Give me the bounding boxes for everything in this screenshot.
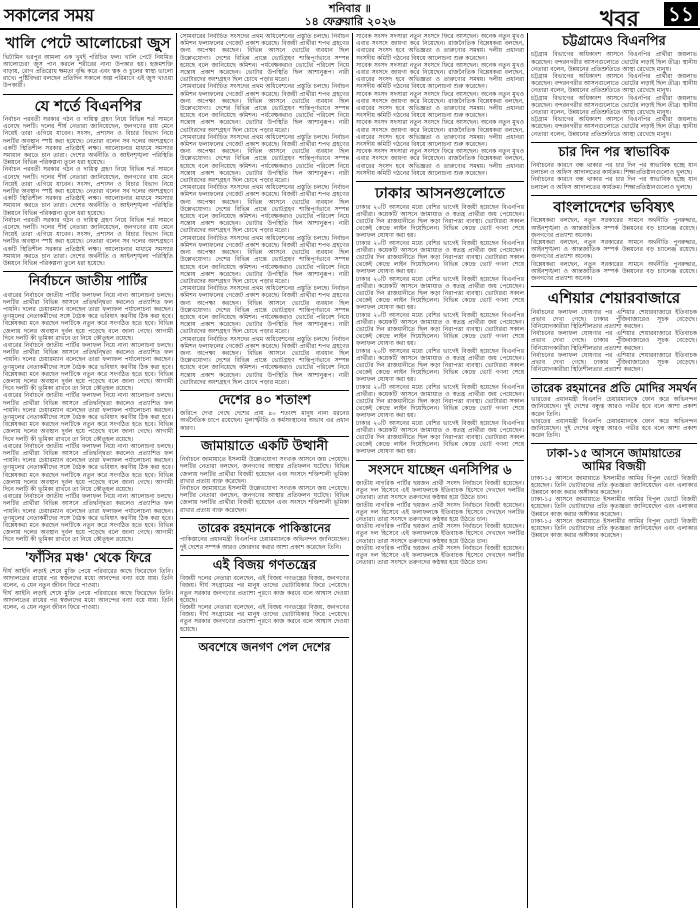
story-body: ঢাকা-১৫ আসনে জামায়াতে ইসলামীর আমির বিপুল ভোটে বিজয়ী হয়েছেন। তিনি ভোটারদের প্রতি কৃতজ্ঞতা জানিয়েছেন এবং এলাকার উন্নয়নে কাজ করার অঙ্গীকার করেছেন। bbox=[531, 474, 697, 497]
story-body: ঢাকার ২০টি আসনের মধ্যে বেশির ভাগেই বিজয়ী হয়েছেন বিএনপির প্রার্থীরা। কয়েকটি আসনে জামায়াত ও স্বতন্ত্র প্রার্থীরা জয় পেয়েছেন। ভোটের দিন রাজধানীতে ছিল কড়া নিরাপত্তা ব্যবস্থা। ভোটাররা সকাল থেকেই কেন্দ্রে লাইন দিয়েছিলেন। বিভিন্ন কেন্দ্রে ভোট গণনা শেষে ফলাফল ঘোষণা করা হয়। bbox=[356, 239, 524, 276]
story-body: এবারের নির্বাচনে জাতীয় পার্টির ফলাফল নিয়ে নানা আলোচনা চলছে। দলটির প্রার্থীরা বিভিন্ন আসনে প্রতিদ্বন্দ্বিতা করলেও প্রত্যাশিত ফল পায়নি। দলের চেয়ারম্যান বলেছেন তারা ফলাফল পর্যালোচনা করছেন। তৃণমূলের নেতাকর্মীদের সঙ্গে বৈঠক করে ভবিষ্যৎ করণীয় ঠিক করা হবে। বিশ্লেষকরা মনে করছেন দলটিকে নতুন করে সংগঠিত হতে হবে। বিভিন্ন জেলায় দলের অবস্থান দুর্বল হয়ে পড়েছে বলে জানা গেছে। আগামী দিনে দলটি কী ভূমিকা রাখবে তা নিয়ে কৌতূহল রয়েছে। bbox=[3, 342, 173, 393]
story-jamaat bbox=[180, 440, 349, 514]
story-body: জাতীয় নাগরিক পার্টির ছয়জন প্রার্থী সংসদ নির্বাচনে বিজয়ী হয়েছেন। নতুন দল হিসেবে এই ফলাফলকে ইতিবাচক হিসেবে দেখছেন দলটির নেতারা। তারা সংসদে তরুণদের কণ্ঠস্বর হয়ে উঠতে চান। bbox=[356, 501, 524, 523]
story-body: ঢাকার ২০টি আসনের মধ্যে বেশির ভাগেই বিজয়ী হয়েছেন বিএনপির প্রার্থীরা। কয়েকটি আসনে জামায়াত ও স্বতন্ত্র প্রার্থীরা জয় পেয়েছেন। ভোটের দিন রাজধানীতে ছিল কড়া নিরাপত্তা ব্যবস্থা। ভোটাররা সকাল থেকেই কেন্দ্রে লাইন দিয়েছিলেন। বিভিন্ন কেন্দ্রে ভোট গণনা শেষে ফলাফল ঘোষণা করা হয়। bbox=[356, 347, 524, 384]
story-body: দীর্ঘ আইনি লড়াই শেষে মুক্তি পেয়ে পরিবারের কাছে ফিরেছেন তিনি। আদালতের রায়ের পর স্বজনদের মধ্যে আনন্দের বন্যা বয়ে যায়। তিনি বলেন, এ যেন নতুন জীবন ফিরে পাওয়া। bbox=[3, 567, 173, 590]
divider bbox=[356, 460, 524, 461]
story-body: সোমবারের নির্বাচিত সংসদের প্রথম অধিবেশনের প্রস্তুতি চলছে। নির্বাচন কমিশন ফলাফলের গেজেট প্রকাশ করেছে। বিজয়ী প্রার্থীরা শপথ গ্রহণের জন্য অপেক্ষা করছেন। বিভিন্ন আসনে ভোটের ব্যবধান ছিল উল্লেখযোগ্য। দেশের বিভিন্ন প্রান্তে ভোটগ্রহণ শান্তিপূর্ণভাবে সম্পন্ন হয়েছে বলে জানিয়েছে কমিশন। পর্যবেক্ষকরাও ভোটের পরিবেশ নিয়ে সন্তোষ প্রকাশ করেছেন। ভোটার উপস্থিতি ছিল আশানুরূপ। নারী ভোটারদের অংশগ্রহণ ছিল চোখে পড়ার মতো। bbox=[180, 133, 349, 185]
headline: খালি পেটে আলোচেরা জুস bbox=[5, 34, 171, 52]
story-body: নির্বাচনে জামায়াতে ইসলামী উল্লেখযোগ্য সংখ্যক আসনে জয় পেয়েছে। দলটির নেতারা বলছেন, জনগণের আস্থার প্রতিফলন ঘটেছে। বিভিন্ন জেলায় দলটির প্রার্থীরা বিজয়ী হয়েছেন এবং সংসদে শক্তিশালী ভূমিকা রাখার প্রত্যয় ব্যক্ত করেছেন। bbox=[180, 456, 349, 485]
story-body: ভারতের প্রধানমন্ত্রী বিএনপি চেয়ারম্যানকে ফোন করে অভিনন্দন জানিয়েছেন। দুই দেশের বন্ধুত্ব আরও গভীর হবে বলে আশা প্রকাশ করেন তিনি। bbox=[531, 417, 697, 440]
story-body: ঢাকার ২০টি আসনের মধ্যে বেশির ভাগেই বিজয়ী হয়েছেন বিএনপির প্রার্থীরা। কয়েকটি আসনে জামায়াত ও স্বতন্ত্র প্রার্থীরা জয় পেয়েছেন। ভোটের দিন রাজধানীতে ছিল কড়া নিরাপত্তা ব্যবস্থা। ভোটাররা সকাল থেকেই কেন্দ্রে লাইন দিয়েছিলেন। বিভিন্ন কেন্দ্রে ভোট গণনা শেষে ফলাফল ঘোষণা করা হয়। bbox=[356, 419, 524, 456]
masthead bbox=[0, 0, 700, 30]
story-body: সোমবারের নির্বাচিত সংসদের প্রথম অধিবেশনের প্রস্তুতি চলছে। নির্বাচন কমিশন ফলাফলের গেজেট প্রকাশ করেছে। বিজয়ী প্রার্থীরা শপথ গ্রহণের জন্য অপেক্ষা করছেন। বিভিন্ন আসনে ভোটের ব্যবধান ছিল উল্লেখযোগ্য। দেশের বিভিন্ন প্রান্তে ভোটগ্রহণ শান্তিপূর্ণভাবে সম্পন্ন হয়েছে বলে জানিয়েছে কমিশন। পর্যবেক্ষকরাও ভোটের পরিবেশ নিয়ে সন্তোষ প্রকাশ করেছেন। ভোটার উপস্থিতি ছিল আশানুরূপ। নারী ভোটারদের অংশগ্রহণ ছিল চোখে পড়ার মতো। bbox=[180, 184, 349, 235]
divider bbox=[531, 286, 697, 287]
date-label: ১৪ ফেব্রুয়ারি ২০২৬ bbox=[304, 15, 396, 28]
story-body: ঢাকার ২০টি আসনের মধ্যে বেশির ভাগেই বিজয়ী হয়েছেন বিএনপির প্রার্থীরা। কয়েকটি আসনে জামায়াত ও স্বতন্ত্র প্রার্থীরা জয় পেয়েছেন। ভোটের দিন রাজধানীতে ছিল কড়া নিরাপত্তা ব্যবস্থা। ভোটাররা সকাল থেকেই কেন্দ্রে লাইন দিয়েছিলেন। বিভিন্ন কেন্দ্রে ভোট গণনা শেষে ফলাফল ঘোষণা করা হয়। bbox=[356, 383, 524, 420]
story-ncp bbox=[356, 464, 524, 567]
story-body: সোমবারের নির্বাচিত সংসদের প্রথম অধিবেশনের প্রস্তুতি চলছে। নির্বাচন কমিশন ফলাফলের গেজেট প্রকাশ করেছে। বিজয়ী প্রার্থীরা শপথ গ্রহণের জন্য অপেক্ষা করছেন। বিভিন্ন আসনে ভোটের ব্যবধান ছিল উল্লেখযোগ্য। দেশের বিভিন্ন প্রান্তে ভোটগ্রহণ শান্তিপূর্ণভাবে সম্পন্ন হয়েছে বলে জানিয়েছে কমিশন। পর্যবেক্ষকরাও ভোটের পরিবেশ নিয়ে সন্তোষ প্রকাশ করেছেন। ভোটার উপস্থিতি ছিল আশানুরূপ। নারী ভোটারদের অংশগ্রহণ ছিল চোখে পড়ার মতো। bbox=[180, 83, 349, 134]
story-finally bbox=[180, 641, 349, 654]
story-body: ভিটামিন ভরপুর আমলা এক খুবই পরিচিত ফল। খালি পেটে নিয়মিত আলোচেরা জুস পান করলে শরীরের নানা উপকার হয়। হজমশক্তি বাড়ায়, রোগ প্রতিরোধ ক্ষমতা বৃদ্ধি করে এবং ত্বক ও চুলের স্বাস্থ্য ভালো রাখে। পুষ্টিবিদরা বলছেন প্রতিদিন সকালে অল্প পরিমাণে এই জুস খাওয়া উপকারী। bbox=[3, 53, 173, 90]
headline: জামায়াতে একটি উত্থানী bbox=[201, 438, 328, 454]
divider bbox=[531, 142, 697, 143]
story-body: বিশ্লেষকরা বলছেন, নতুন সরকারের সামনে অর্থনীতি পুনরুদ্ধার, আইনশৃঙ্খলা ও আন্তর্জাতিক সম্পর্ক উন্নয়নের বড় চ্যালেঞ্জ রয়েছে। জনগণের প্রত্যাশা অনেক। bbox=[531, 217, 697, 239]
headline: এশিয়ার শেয়ারবাজারে bbox=[547, 289, 681, 308]
story-bnp-condition bbox=[3, 98, 173, 268]
story-democracy bbox=[180, 559, 349, 633]
story-body: ঢাকা-১৫ আসনে জামায়াতে ইসলামীর আমির বিপুল ভোটে বিজয়ী হয়েছেন। তিনি ভোটারদের প্রতি কৃতজ্ঞতা জানিয়েছেন এবং এলাকার উন্নয়নে কাজ করার অঙ্গীকার করেছেন। bbox=[531, 517, 697, 540]
column-divider bbox=[352, 33, 353, 908]
story-body: ভারতের প্রধানমন্ত্রী বিএনপি চেয়ারম্যানকে ফোন করে অভিনন্দন জানিয়েছেন। দুই দেশের বন্ধুত্ব আরও গভীর হবে বলে আশা প্রকাশ করেন তিনি। bbox=[531, 396, 697, 418]
story-khali-pete bbox=[3, 35, 173, 90]
story-body: চট্টগ্রাম বিভাগের অধিকাংশ আসনে বিএনপির প্রার্থীরা জয়লাভ করেছেন। বন্দরনগরীর আসনগুলোতে ভোটের লড়াই ছিল তীব্র। স্থানীয় নেতারা বলেন, উন্নয়নের প্রতিশ্রুতিতে আস্থা রেখেছে মানুষ। bbox=[531, 51, 697, 73]
story-body: সোমবারের নির্বাচিত সংসদের প্রথম অধিবেশনের প্রস্তুতি চলছে। নির্বাচন কমিশন ফলাফলের গেজেট প্রকাশ করেছে। বিজয়ী প্রার্থীরা শপথ গ্রহণের জন্য অপেক্ষা করছেন। বিভিন্ন আসনে ভোটের ব্যবধান ছিল উল্লেখযোগ্য। দেশের বিভিন্ন প্রান্তে ভোটগ্রহণ শান্তিপূর্ণভাবে সম্পন্ন হয়েছে বলে জানিয়েছে কমিশন। পর্যবেক্ষকরাও ভোটের পরিবেশ নিয়ে সন্তোষ প্রকাশ করেছেন। ভোটার উপস্থিতি ছিল আশানুরূপ। নারী ভোটারদের অংশগ্রহণ ছিল চোখে পড়ার মতো। bbox=[180, 234, 349, 285]
headline: চার দিন পর স্বাভাবিক bbox=[558, 144, 670, 160]
story-dhaka-15 bbox=[531, 447, 697, 539]
story-body: নির্বাচনের কারণে বন্ধ থাকার পর চার দিন পর স্বাভাবিক হচ্ছে যান চলাচল ও অফিস আদালতের কার্যক্রম। শিক্ষাপ্রতিষ্ঠানগুলোও খুলছে। bbox=[531, 176, 697, 191]
story-body: নির্বাচন পরবর্তী সরকার গঠন ও দায়িত্ব গ্রহণ নিয়ে বিভিন্ন শর্ত সামনে এনেছে দলটি। দলের শীর্ষ নেতারা জানিয়েছেন, জনগণের রায় মেনে নিয়েই তারা এগিয়ে যাবেন। সংসদ, প্রশাসন ও বিচার বিভাগ নিয়ে দলটির অবস্থান স্পষ্ট করা হয়েছে। নেতারা বলেন সব দলের অংশগ্রহণে একটি স্থিতিশীল সরকার প্রতিষ্ঠাই লক্ষ্য। আলোচনার মাধ্যমে সমস্যার সমাধান করতে চান তারা। দেশের অর্থনীতি ও আইনশৃঙ্খলা পরিস্থিতি উন্নয়নে বিভিন্ন পরিকল্পনা তুলে ধরা হয়েছে। bbox=[3, 216, 173, 268]
column-1 bbox=[3, 33, 173, 908]
story-body: এবারের নির্বাচনে জাতীয় পার্টির ফলাফল নিয়ে নানা আলোচনা চলছে। দলটির প্রার্থীরা বিভিন্ন আসনে প্রতিদ্বন্দ্বিতা করলেও প্রত্যাশিত ফল পায়নি। দলের চেয়ারম্যান বলেছেন তারা ফলাফল পর্যালোচনা করছেন। তৃণমূলের নেতাকর্মীদের সঙ্গে বৈঠক করে ভবিষ্যৎ করণীয় ঠিক করা হবে। বিশ্লেষকরা মনে করছেন দলটিকে নতুন করে সংগঠিত হতে হবে। বিভিন্ন জেলায় দলের অবস্থান দুর্বল হয়ে পড়েছে বলে জানা গেছে। আগামী দিনে দলটি কী ভূমিকা রাখবে তা নিয়ে কৌতূহল রয়েছে। bbox=[3, 442, 173, 494]
page-number: ১১ bbox=[664, 2, 698, 26]
story-body: এবারের নির্বাচনে জাতীয় পার্টির ফলাফল নিয়ে নানা আলোচনা চলছে। দলটির প্রার্থীরা বিভিন্ন আসনে প্রতিদ্বন্দ্বিতা করলেও প্রত্যাশিত ফল পায়নি। দলের চেয়ারম্যান বলেছেন তারা ফলাফল পর্যালোচনা করছেন। তৃণমূলের নেতাকর্মীদের সঙ্গে বৈঠক করে ভবিষ্যৎ করণীয় ঠিক করা হবে। বিশ্লেষকরা মনে করছেন দলটিকে নতুন করে সংগঠিত হতে হবে। বিভিন্ন জেলায় দলের অবস্থান দুর্বল হয়ে পড়েছে বলে জানা গেছে। আগামী দিনে দলটি কী ভূমিকা রাখবে তা নিয়ে কৌতূহল রয়েছে। bbox=[3, 392, 173, 443]
dateline bbox=[240, 2, 460, 28]
headline: অবশেষে জনগণ পেল দেশের bbox=[198, 639, 331, 654]
divider bbox=[531, 378, 697, 379]
divider bbox=[180, 518, 349, 519]
story-future bbox=[531, 199, 697, 282]
story-modi bbox=[531, 382, 697, 440]
divider bbox=[180, 555, 349, 556]
headline: সংসদে যাচ্ছেন এনসিপির ৬ bbox=[368, 462, 512, 478]
story-body: নির্বাচনের কারণে বন্ধ থাকার পর চার দিন পর স্বাভাবিক হচ্ছে যান চলাচল ও অফিস আদালতের কার্যক্রম। শিক্ষাপ্রতিষ্ঠানগুলোও খুলছে। bbox=[531, 162, 697, 177]
divider bbox=[180, 637, 349, 638]
story-body: দীর্ঘ আইনি লড়াই শেষে মুক্তি পেয়ে পরিবারের কাছে ফিরেছেন তিনি। আদালতের রায়ের পর স্বজনদের মধ্যে আনন্দের বন্যা বয়ে যায়। তিনি বলেন, এ যেন নতুন জীবন ফিরে পাওয়া। bbox=[3, 589, 173, 611]
story-body: জাতীয় নাগরিক পার্টির ছয়জন প্রার্থী সংসদ নির্বাচনে বিজয়ী হয়েছেন। নতুন দল হিসেবে এই ফলাফলকে ইতিবাচক হিসেবে দেখছেন দলটির নেতারা। তারা সংসদে তরুণদের কণ্ঠস্বর হয়ে উঠতে চান। bbox=[356, 479, 524, 502]
divider bbox=[356, 181, 524, 182]
story-body: নির্বাচনের ফলাফল ঘোষণার পর এশিয়ার শেয়ারবাজারে ইতিবাচক প্রভাব দেখা গেছে। ঢাকার পুঁজিবাজারেও সূচক বেড়েছে। বিনিয়োগকারীরা স্থিতিশীলতার প্রত্যাশা করছেন। bbox=[531, 308, 697, 331]
divider bbox=[531, 443, 697, 444]
story-body: চট্টগ্রাম বিভাগের অধিকাংশ আসনে বিএনপির প্রার্থীরা জয়লাভ করেছেন। বন্দরনগরীর আসনগুলোতে ভোটের লড়াই ছিল তীব্র। স্থানীয় নেতারা বলেন, উন্নয়নের প্রতিশ্রুতিতে আস্থা রেখেছে মানুষ। bbox=[531, 116, 697, 138]
headline: এই বিজয় গণতন্ত্রের bbox=[212, 557, 317, 573]
story-parliament bbox=[180, 33, 349, 386]
divider bbox=[180, 390, 349, 391]
story-body: নির্বাচন পরবর্তী সরকার গঠন ও দায়িত্ব গ্রহণ নিয়ে বিভিন্ন শর্ত সামনে এনেছে দলটি। দলের শীর্ষ নেতারা জানিয়েছেন, জনগণের রায় মেনে নিয়েই তারা এগিয়ে যাবেন। সংসদ, প্রশাসন ও বিচার বিভাগ নিয়ে দলটির অবস্থান স্পষ্ট করা হয়েছে। নেতারা বলেন সব দলের অংশগ্রহণে একটি স্থিতিশীল সরকার প্রতিষ্ঠাই লক্ষ্য। আলোচনার মাধ্যমে সমস্যার সমাধান করতে চান তারা। দেশের অর্থনীতি ও আইনশৃঙ্খলা পরিস্থিতি উন্নয়নে বিভিন্ন পরিকল্পনা তুলে ধরা হয়েছে। bbox=[3, 166, 173, 217]
headline: ঢাকার আসনগুলোতে bbox=[375, 184, 505, 203]
story-body: সাবেক সংসদ সদস্যরা নতুন সংসদে ফিরে আসছেন। অনেক নতুন মুখও এবার সংসদে জায়গা করে নিয়েছেন। রাজনৈতিক বিশ্লেষকরা বলছেন, এবারের সংসদ হবে অভিজ্ঞতা ও তারুণ্যের সমন্বয়। দলীয় প্রধানরা সংসদীয় কমিটি গঠনের বিষয়ে আলোচনা শুরু করেছেন। bbox=[356, 33, 524, 62]
story-body: জরিপে দেখা গেছে দেশের প্রায় ৪০ শতাংশ মানুষ নানা ধরনের অর্থনৈতিক চাপে রয়েছেন। মূল্যস্ফীতি ও কর্মসংস্থানের অভাব এর প্রধান কারণ। bbox=[180, 410, 349, 432]
story-dhaka-seats bbox=[356, 185, 524, 456]
story-body: বিজয়ী দলের নেতারা বলেছেন, এই বিজয় গণতন্ত্রের বিজয়, জনগণের বিজয়। দীর্ঘ সংগ্রামের পর মানুষ তাদের ভোটাধিকার ফিরে পেয়েছে। নতুন সরকার জনগণের প্রত্যাশা পূরণে কাজ করবে বলে আশ্বাস দেওয়া হয়েছে। bbox=[180, 603, 349, 633]
headline: তারেক রহমানকে পাকিস্তানের bbox=[198, 520, 331, 535]
story-body: সাবেক সংসদ সদস্যরা নতুন সংসদে ফিরে আসছেন। অনেক নতুন মুখও এবার সংসদে জায়গা করে নিয়েছেন। রাজনৈতিক বিশ্লেষকরা বলছেন, এবারের সংসদ হবে অভিজ্ঞতা ও তারুণ্যের সমন্বয়। দলীয় প্রধানরা সংসদীয় কমিটি গঠনের বিষয়ে আলোচনা শুরু করেছেন। bbox=[356, 61, 524, 91]
divider bbox=[3, 271, 173, 272]
headline: 'ফাঁসির মঞ্চ' থেকে ফিরে bbox=[24, 550, 152, 566]
section-title: খবর bbox=[600, 7, 639, 32]
story-body: বিজয়ী দলের নেতারা বলেছেন, এই বিজয় গণতন্ত্রের বিজয়, জনগণের বিজয়। দীর্ঘ সংগ্রামের পর মানুষ তাদের ভোটাধিকার ফিরে পেয়েছে। নতুন সরকার জনগণের প্রত্যাশা পূরণে কাজ করবে বলে আশ্বাস দেওয়া হয়েছে। bbox=[180, 575, 349, 604]
column-divider bbox=[176, 33, 177, 908]
paper-logo: সকালের সময় bbox=[4, 6, 94, 26]
headline: চট্টগ্রামেও বিএনপির bbox=[562, 34, 666, 49]
story-body: জাতীয় নাগরিক পার্টির ছয়জন প্রার্থী সংসদ নির্বাচনে বিজয়ী হয়েছেন। নতুন দল হিসেবে এই ফলাফলকে ইতিবাচক হিসেবে দেখছেন দলটির নেতারা। তারা সংসদে তরুণদের কণ্ঠস্বর হয়ে উঠতে চান। bbox=[356, 544, 524, 567]
story-chattogram bbox=[531, 35, 697, 138]
divider bbox=[180, 436, 349, 437]
story-mps bbox=[356, 33, 524, 177]
story-body: চট্টগ্রাম বিভাগের অধিকাংশ আসনে বিএনপির প্রার্থীরা জয়লাভ করেছেন। বন্দরনগরীর আসনগুলোতে ভোটের লড়াই ছিল তীব্র। স্থানীয় নেতারা বলেন, উন্নয়নের প্রতিশ্রুতিতে আস্থা রেখেছে মানুষ। bbox=[531, 72, 697, 95]
story-body: ঢাকার ২০টি আসনের মধ্যে বেশির ভাগেই বিজয়ী হয়েছেন বিএনপির প্রার্থীরা। কয়েকটি আসনে জামায়াত ও স্বতন্ত্র প্রার্থীরা জয় পেয়েছেন। ভোটের দিন রাজধানীতে ছিল কড়া নিরাপত্তা ব্যবস্থা। ভোটাররা সকাল থেকেই কেন্দ্রে লাইন দিয়েছিলেন। বিভিন্ন কেন্দ্রে ভোট গণনা শেষে ফলাফল ঘোষণা করা হয়। bbox=[356, 203, 524, 240]
story-body: জাতীয় নাগরিক পার্টির ছয়জন প্রার্থী সংসদ নির্বাচনে বিজয়ী হয়েছেন। নতুন দল হিসেবে এই ফলাফলকে ইতিবাচক হিসেবে দেখছেন দলটির নেতারা। তারা সংসদে তরুণদের কণ্ঠস্বর হয়ে উঠতে চান। bbox=[356, 523, 524, 545]
story-body: নির্বাচনের ফলাফল ঘোষণার পর এশিয়ার শেয়ারবাজারে ইতিবাচক প্রভাব দেখা গেছে। ঢাকার পুঁজিবাজারেও সূচক বেড়েছে। বিনিয়োগকারীরা স্থিতিশীলতার প্রত্যাশা করছেন। bbox=[531, 330, 697, 352]
story-body: ঢাকার ২০টি আসনের মধ্যে বেশির ভাগেই বিজয়ী হয়েছেন বিএনপির প্রার্থীরা। কয়েকটি আসনে জামায়াত ও স্বতন্ত্র প্রার্থীরা জয় পেয়েছেন। ভোটের দিন রাজধানীতে ছিল কড়া নিরাপত্তা ব্যবস্থা। ভোটাররা সকাল থেকেই কেন্দ্রে লাইন দিয়েছিলেন। বিভিন্ন কেন্দ্রে ভোট গণনা শেষে ফলাফল ঘোষণা করা হয়। bbox=[356, 275, 524, 312]
story-body: ঢাকা-১৫ আসনে জামায়াতে ইসলামীর আমির বিপুল ভোটে বিজয়ী হয়েছেন। তিনি ভোটারদের প্রতি কৃতজ্ঞতা জানিয়েছেন এবং এলাকার উন্নয়নে কাজ করার অঙ্গীকার করেছেন। bbox=[531, 496, 697, 518]
headline: নির্বাচনে জাতীয় পার্টির bbox=[28, 274, 148, 290]
story-pakistan bbox=[180, 522, 349, 551]
divider bbox=[3, 94, 173, 95]
story-four-days bbox=[531, 146, 697, 191]
divider bbox=[3, 548, 173, 549]
story-asia-stock bbox=[531, 290, 697, 373]
story-body: এবারের নির্বাচনে জাতীয় পার্টির ফলাফল নিয়ে নানা আলোচনা চলছে। দলটির প্রার্থীরা বিভিন্ন আসনে প্রতিদ্বন্দ্বিতা করলেও প্রত্যাশিত ফল পায়নি। দলের চেয়ারম্যান বলেছেন তারা ফলাফল পর্যালোচনা করছেন। তৃণমূলের নেতাকর্মীদের সঙ্গে বৈঠক করে ভবিষ্যৎ করণীয় ঠিক করা হবে। বিশ্লেষকরা মনে করছেন দলটিকে নতুন করে সংগঠিত হতে হবে। বিভিন্ন জেলায় দলের অবস্থান দুর্বল হয়ে পড়েছে বলে জানা গেছে। আগামী দিনে দলটি কী ভূমিকা রাখবে তা নিয়ে কৌতূহল রয়েছে। bbox=[3, 291, 173, 342]
story-body: নির্বাচনে জামায়াতে ইসলামী উল্লেখযোগ্য সংখ্যক আসনে জয় পেয়েছে। দলটির নেতারা বলছেন, জনগণের আস্থার প্রতিফলন ঘটেছে। বিভিন্ন জেলায় দলটির প্রার্থীরা বিজয়ী হয়েছেন এবং সংসদে শক্তিশালী ভূমিকা রাখার প্রত্যয় ব্যক্ত করেছেন। bbox=[180, 484, 349, 514]
column-3 bbox=[356, 33, 524, 908]
story-fashir-mancha bbox=[3, 552, 173, 612]
day-label: শনিবার ॥ bbox=[329, 2, 371, 15]
story-jatiya-party bbox=[3, 275, 173, 543]
story-40-percent bbox=[180, 394, 349, 432]
story-body: নির্বাচন পরবর্তী সরকার গঠন ও দায়িত্ব গ্রহণ নিয়ে বিভিন্ন শর্ত সামনে এনেছে দলটি। দলের শীর্ষ নেতারা জানিয়েছেন, জনগণের রায় মেনে নিয়েই তারা এগিয়ে যাবেন। সংসদ, প্রশাসন ও বিচার বিভাগ নিয়ে দলটির অবস্থান স্পষ্ট করা হয়েছে। নেতারা বলেন সব দলের অংশগ্রহণে একটি স্থিতিশীল সরকার প্রতিষ্ঠাই লক্ষ্য। আলোচনার মাধ্যমে সমস্যার সমাধান করতে চান তারা। দেশের অর্থনীতি ও আইনশৃঙ্খলা পরিস্থিতি উন্নয়নে বিভিন্ন পরিকল্পনা তুলে ধরা হয়েছে। bbox=[3, 116, 173, 167]
headline: ঢাকা-১৫ আসনে জামায়াতের আমির বিজয়ী bbox=[546, 446, 682, 473]
story-body: ঢাকার ২০টি আসনের মধ্যে বেশির ভাগেই বিজয়ী হয়েছেন বিএনপির প্রার্থীরা। কয়েকটি আসনে জামায়াত ও স্বতন্ত্র প্রার্থীরা জয় পেয়েছেন। ভোটের দিন রাজধানীতে ছিল কড়া নিরাপত্তা ব্যবস্থা। ভোটাররা সকাল থেকেই কেন্দ্রে লাইন দিয়েছিলেন। বিভিন্ন কেন্দ্রে ভোট গণনা শেষে ফলাফল ঘোষণা করা হয়। bbox=[356, 311, 524, 348]
story-body: সোমবারের নির্বাচিত সংসদের প্রথম অধিবেশনের প্রস্তুতি চলছে। নির্বাচন কমিশন ফলাফলের গেজেট প্রকাশ করেছে। বিজয়ী প্রার্থীরা শপথ গ্রহণের জন্য অপেক্ষা করছেন। বিভিন্ন আসনে ভোটের ব্যবধান ছিল উল্লেখযোগ্য। দেশের বিভিন্ন প্রান্তে ভোটগ্রহণ শান্তিপূর্ণভাবে সম্পন্ন হয়েছে বলে জানিয়েছে কমিশন। পর্যবেক্ষকরাও ভোটের পরিবেশ নিয়ে সন্তোষ প্রকাশ করেছেন। ভোটার উপস্থিতি ছিল আশানুরূপ। নারী ভোটারদের অংশগ্রহণ ছিল চোখে পড়ার মতো। bbox=[180, 335, 349, 386]
headline: বাংলাদেশের ভবিষ্যৎ bbox=[553, 197, 675, 216]
story-body: চট্টগ্রাম বিভাগের অধিকাংশ আসনে বিএনপির প্রার্থীরা জয়লাভ করেছেন। বন্দরনগরীর আসনগুলোতে ভোটের লড়াই ছিল তীব্র। স্থানীয় নেতারা বলেন, উন্নয়নের প্রতিশ্রুতিতে আস্থা রেখেছে মানুষ। bbox=[531, 94, 697, 116]
story-body: নির্বাচনের ফলাফল ঘোষণার পর এশিয়ার শেয়ারবাজারে ইতিবাচক প্রভাব দেখা গেছে। ঢাকার পুঁজিবাজারেও সূচক বেড়েছে। বিনিয়োগকারীরা স্থিতিশীলতার প্রত্যাশা করছেন। bbox=[531, 351, 697, 374]
headline: দেশের ৪০ শতাংশ bbox=[218, 392, 311, 408]
story-body: বিশ্লেষকরা বলছেন, নতুন সরকারের সামনে অর্থনীতি পুনরুদ্ধার, আইনশৃঙ্খলা ও আন্তর্জাতিক সম্পর্ক উন্নয়নের বড় চ্যালেঞ্জ রয়েছে। জনগণের প্রত্যাশা অনেক। bbox=[531, 260, 697, 282]
column-2 bbox=[180, 33, 349, 908]
divider bbox=[531, 195, 697, 196]
column-4 bbox=[531, 33, 697, 908]
story-body: এবারের নির্বাচনে জাতীয় পার্টির ফলাফল নিয়ে নানা আলোচনা চলছে। দলটির প্রার্থীরা বিভিন্ন আসনে প্রতিদ্বন্দ্বিতা করলেও প্রত্যাশিত ফল পায়নি। দলের চেয়ারম্যান বলেছেন তারা ফলাফল পর্যালোচনা করছেন। তৃণমূলের নেতাকর্মীদের সঙ্গে বৈঠক করে ভবিষ্যৎ করণীয় ঠিক করা হবে। বিশ্লেষকরা মনে করছেন দলটিকে নতুন করে সংগঠিত হতে হবে। বিভিন্ন জেলায় দলের অবস্থান দুর্বল হয়ে পড়েছে বলে জানা গেছে। আগামী দিনে দলটি কী ভূমিকা রাখবে তা নিয়ে কৌতূহল রয়েছে। bbox=[3, 493, 173, 544]
story-body: সাবেক সংসদ সদস্যরা নতুন সংসদে ফিরে আসছেন। অনেক নতুন মুখও এবার সংসদে জায়গা করে নিয়েছেন। রাজনৈতিক বিশ্লেষকরা বলছেন, এবারের সংসদ হবে অভিজ্ঞতা ও তারুণ্যের সমন্বয়। দলীয় প্রধানরা সংসদীয় কমিটি গঠনের বিষয়ে আলোচনা শুরু করেছেন। bbox=[356, 90, 524, 120]
story-body: সাবেক সংসদ সদস্যরা নতুন সংসদে ফিরে আসছেন। অনেক নতুন মুখও এবার সংসদে জায়গা করে নিয়েছেন। রাজনৈতিক বিশ্লেষকরা বলছেন, এবারের সংসদ হবে অভিজ্ঞতা ও তারুণ্যের সমন্বয়। দলীয় প্রধানরা সংসদীয় কমিটি গঠনের বিষয়ে আলোচনা শুরু করেছেন। bbox=[356, 119, 524, 149]
story-body: পাকিস্তানের প্রধানমন্ত্রী বিএনপির চেয়ারম্যানকে অভিনন্দন জানিয়েছেন। দুই দেশের সম্পর্ক আরও জোরদার করার আশা প্রকাশ করেছেন তিনি। bbox=[180, 536, 349, 551]
story-body: সাবেক সংসদ সদস্যরা নতুন সংসদে ফিরে আসছেন। অনেক নতুন মুখও এবার সংসদে জায়গা করে নিয়েছেন। রাজনৈতিক বিশ্লেষকরা বলছেন, এবারের সংসদ হবে অভিজ্ঞতা ও তারুণ্যের সমন্বয়। দলীয় প্রধানরা সংসদীয় কমিটি গঠনের বিষয়ে আলোচনা শুরু করেছেন। bbox=[356, 148, 524, 177]
headline: তারেক রহমানের প্রতি মোদির সমর্থন bbox=[531, 380, 697, 395]
headline: যে শর্তে বিএনপির bbox=[34, 96, 142, 115]
story-body: সোমবারের নির্বাচিত সংসদের প্রথম অধিবেশনের প্রস্তুতি চলছে। নির্বাচন কমিশন ফলাফলের গেজেট প্রকাশ করেছে। বিজয়ী প্রার্থীরা শপথ গ্রহণের জন্য অপেক্ষা করছেন। বিভিন্ন আসনে ভোটের ব্যবধান ছিল উল্লেখযোগ্য। দেশের বিভিন্ন প্রান্তে ভোটগ্রহণ শান্তিপূর্ণভাবে সম্পন্ন হয়েছে বলে জানিয়েছে কমিশন। পর্যবেক্ষকরাও ভোটের পরিবেশ নিয়ে সন্তোষ প্রকাশ করেছেন। ভোটার উপস্থিতি ছিল আশানুরূপ। নারী ভোটারদের অংশগ্রহণ ছিল চোখে পড়ার মতো। bbox=[180, 33, 349, 84]
story-body: বিশ্লেষকরা বলছেন, নতুন সরকারের সামনে অর্থনীতি পুনরুদ্ধার, আইনশৃঙ্খলা ও আন্তর্জাতিক সম্পর্ক উন্নয়নের বড় চ্যালেঞ্জ রয়েছে। জনগণের প্রত্যাশা অনেক। bbox=[531, 238, 697, 261]
story-body: সোমবারের নির্বাচিত সংসদের প্রথম অধিবেশনের প্রস্তুতি চলছে। নির্বাচন কমিশন ফলাফলের গেজেট প্রকাশ করেছে। বিজয়ী প্রার্থীরা শপথ গ্রহণের জন্য অপেক্ষা করছেন। বিভিন্ন আসনে ভোটের ব্যবধান ছিল উল্লেখযোগ্য। দেশের বিভিন্ন প্রান্তে ভোটগ্রহণ শান্তিপূর্ণভাবে সম্পন্ন হয়েছে বলে জানিয়েছে কমিশন। পর্যবেক্ষকরাও ভোটের পরিবেশ নিয়ে সন্তোষ প্রকাশ করেছেন। ভোটার উপস্থিতি ছিল আশানুরূপ। নারী ভোটারদের অংশগ্রহণ ছিল চোখে পড়ার মতো। bbox=[180, 285, 349, 336]
column-divider bbox=[527, 33, 528, 908]
